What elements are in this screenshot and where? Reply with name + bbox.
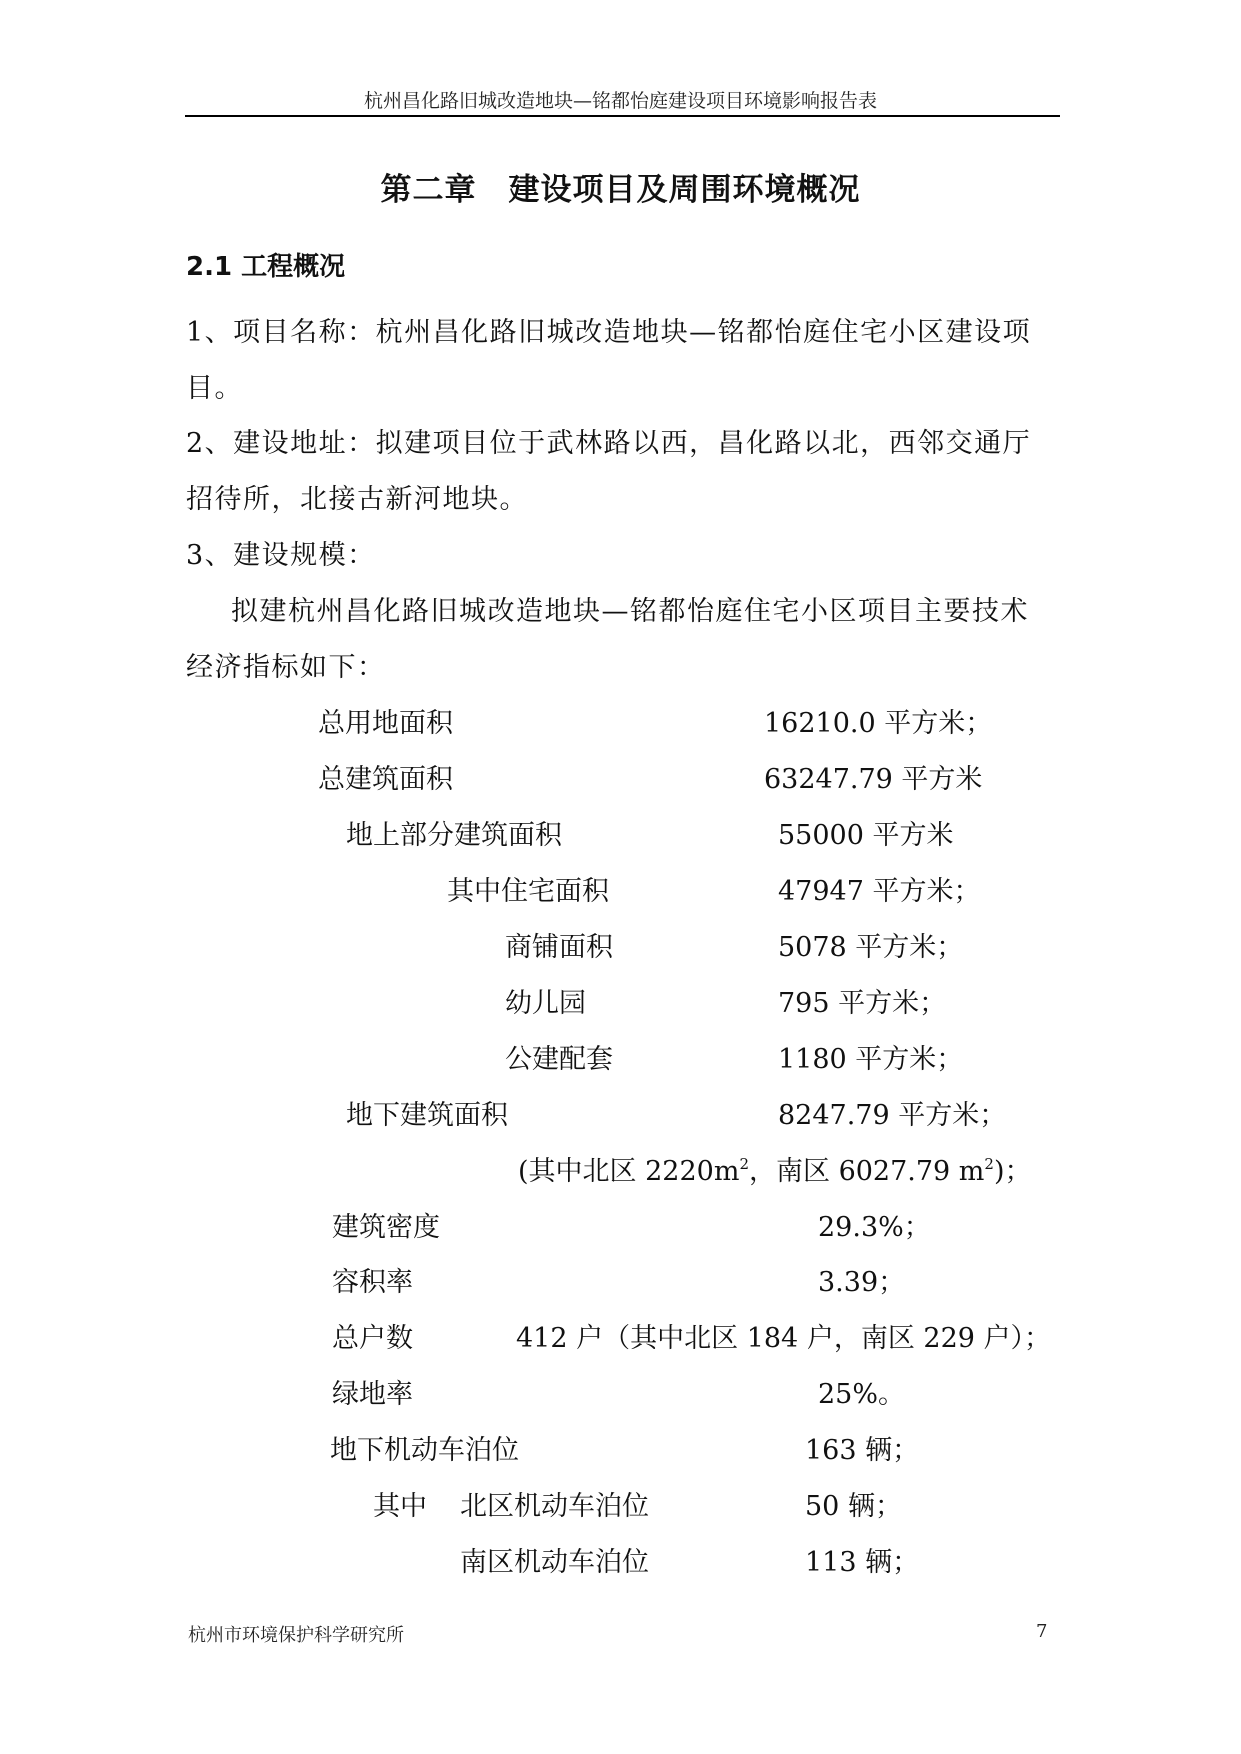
spec-label-parking-south: 南区机动车泊位 [460, 1547, 649, 1578]
section-heading: 2.1 工程概况 [186, 252, 346, 282]
page-number: 7 [1036, 1621, 1048, 1642]
underground-breakdown-south: ，南区 6027.79 m [748, 1156, 985, 1187]
spec-value-shop-area: 5078 平方米； [778, 932, 964, 963]
superscript-2: 2 [739, 1155, 749, 1173]
spec-value-plot-ratio: 3.39； [818, 1267, 906, 1298]
underground-breakdown-end: )； [993, 1156, 1032, 1187]
superscript-2: 2 [984, 1155, 994, 1173]
item2-line2: 招待所，北接古新河地块。 [186, 484, 528, 515]
spec-label-building-density: 建筑密度 [332, 1212, 440, 1243]
spec-value-residential-area: 47947 平方米； [778, 876, 981, 907]
spec-label-shop-area: 商铺面积 [505, 932, 613, 963]
spec-value-underground-area: 8247.79 平方米； [778, 1100, 1007, 1131]
spec-value-building-density: 29.3%； [818, 1212, 931, 1243]
item2-line1: 2、建设地址：拟建项目位于武林路以西，昌化路以北，西邻交通厅 [186, 428, 1032, 459]
intro-line2: 经济指标如下： [186, 652, 386, 683]
footer-organization: 杭州市环境保护科学研究所 [188, 1625, 404, 1646]
spec-label-parking-total: 地下机动车泊位 [330, 1435, 519, 1466]
spec-value-public-facilities: 1180 平方米； [778, 1044, 964, 1075]
spec-label-land-area: 总用地面积 [318, 708, 453, 739]
intro-line1: 拟建杭州昌化路旧城改造地块—铭都怡庭住宅小区项目主要技术 [231, 596, 1029, 627]
spec-label-kindergarten: 幼儿园 [505, 988, 586, 1019]
spec-value-parking-south: 113 辆； [805, 1547, 920, 1578]
spec-prefix-parking-north: 其中 [373, 1491, 427, 1522]
item1-line2: 目。 [186, 373, 243, 404]
underground-breakdown [518, 1149, 1032, 1188]
spec-value-above-ground-area: 55000 平方米 [778, 820, 954, 851]
spec-value-kindergarten: 795 平方米； [778, 988, 947, 1019]
spec-value-households: 412 户（其中北区 184 户，南区 229 户）； [516, 1323, 1052, 1354]
spec-label-underground-area: 地下建筑面积 [346, 1100, 508, 1131]
spec-label-total-floor-area: 总建筑面积 [318, 764, 453, 795]
spec-value-parking-north: 50 辆； [805, 1491, 902, 1522]
spec-value-total-floor-area: 63247.79 平方米 [764, 764, 983, 795]
spec-value-green-ratio: 25%。 [818, 1379, 906, 1410]
spec-value-land-area: 16210.0 平方米； [764, 708, 993, 739]
spec-label-households: 总户数 [332, 1323, 413, 1354]
spec-label-plot-ratio: 容积率 [332, 1267, 413, 1298]
running-header: 杭州昌化路旧城改造地块—铭都怡庭建设项目环境影响报告表 [363, 90, 877, 112]
header-rule [185, 115, 1060, 117]
item3-heading: 3、建设规模： [186, 540, 376, 571]
spec-label-green-ratio: 绿地率 [332, 1379, 413, 1410]
spec-label-above-ground-area: 地上部分建筑面积 [346, 820, 562, 851]
spec-label-residential-area: 其中住宅面积 [447, 876, 609, 907]
spec-value-parking-total: 163 辆； [805, 1435, 920, 1466]
chapter-title: 第二章 建设项目及周围环境概况 [380, 172, 861, 208]
underground-breakdown-north: (其中北区 2220m [518, 1156, 740, 1187]
item1-line1: 1、项目名称：杭州昌化路旧城改造地块—铭都怡庭住宅小区建设项 [186, 317, 1032, 348]
spec-label-parking-north: 北区机动车泊位 [460, 1491, 649, 1522]
spec-label-public-facilities: 公建配套 [505, 1044, 613, 1075]
